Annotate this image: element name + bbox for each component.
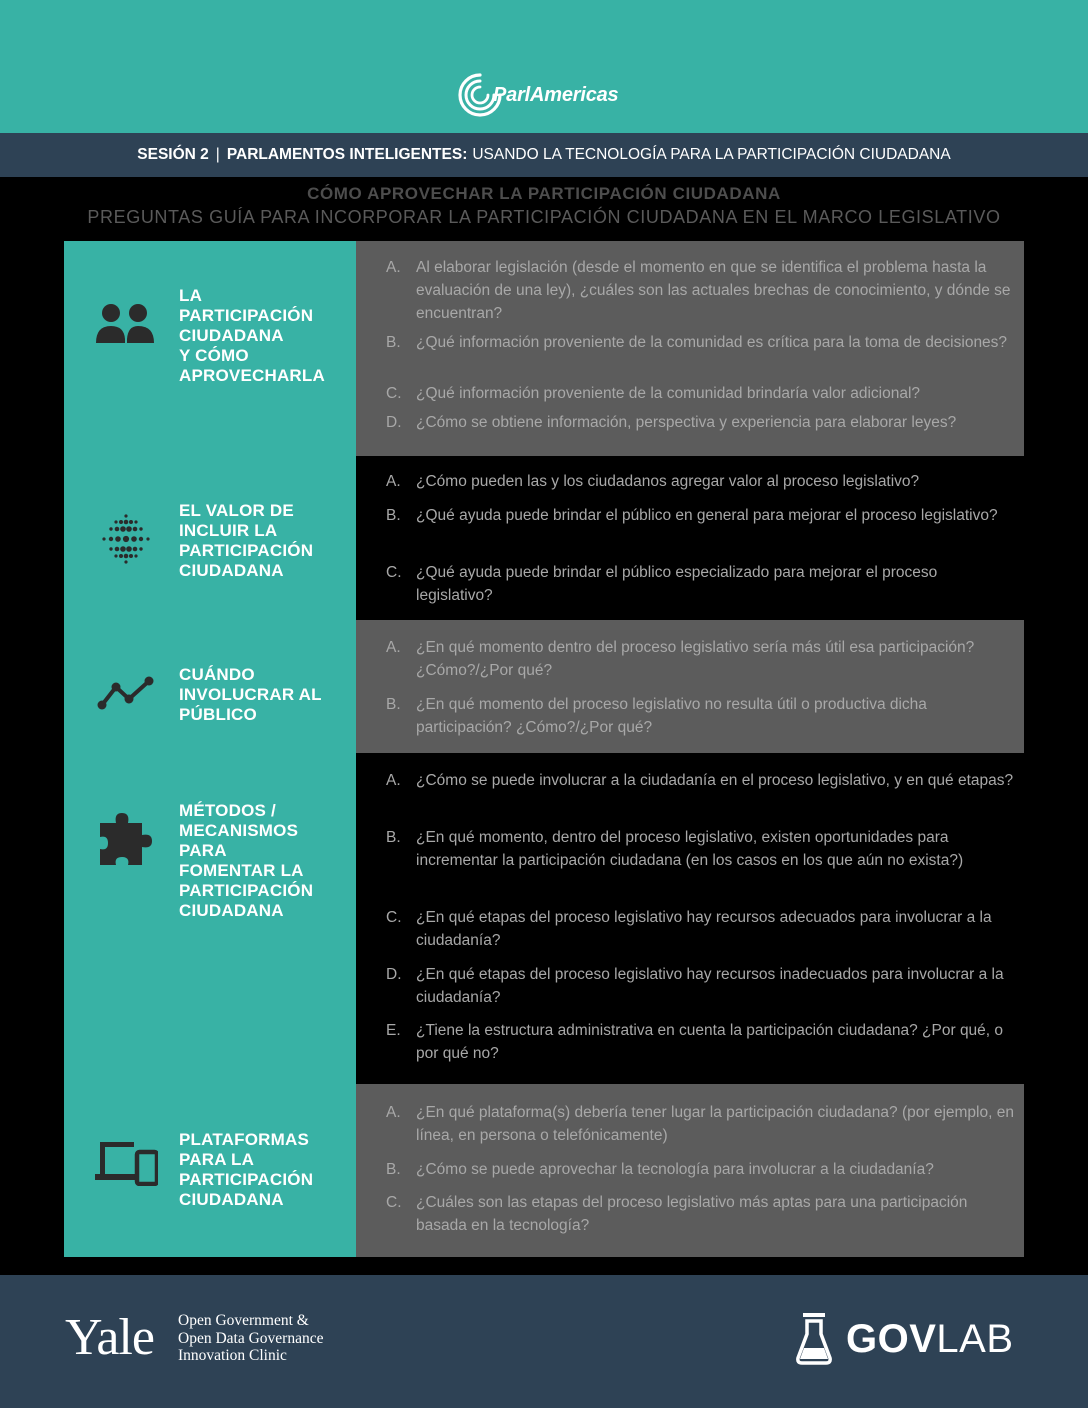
questions-grid xyxy=(64,241,1024,1257)
category-title: PLATAFORMAS PARA LA PARTICIPACIÓN CIUDADANA xyxy=(179,1130,314,1209)
question-text: ¿En qué momento, dentro del proceso legislativo, existen oportunidades para incrementar la participación ciudadana (en los casos en los que aún no exista?) xyxy=(416,829,964,869)
question-letter: C. xyxy=(386,385,402,402)
question-letter: A. xyxy=(386,473,401,490)
section-row xyxy=(64,456,1024,620)
question-item xyxy=(386,411,1016,434)
parlamericas-logo xyxy=(455,70,618,120)
question-item xyxy=(386,906,1016,952)
question-box xyxy=(356,241,1024,456)
question-text: ¿Cómo se puede involucrar a la ciudadanía en el proceso legislativo, y en qué etapas? xyxy=(416,772,1014,789)
question-letter: D. xyxy=(386,414,402,431)
question-item xyxy=(386,769,1016,792)
category-cell xyxy=(64,753,356,1084)
question-text: ¿Tiene la estructura administrativa en cuenta la participación ciudadana? ¿Por qué, o por qué no? xyxy=(416,1022,1004,1062)
question-text: ¿Cómo pueden las y los ciudadanos agregar valor al proceso legislativo? xyxy=(416,473,920,490)
question-text: ¿Cómo se obtiene información, perspectiva y experiencia para elaborar leyes? xyxy=(416,414,957,431)
question-text: ¿Cómo se puede aprovechar la tecnología para involucrar a la ciudadanía? xyxy=(416,1161,934,1178)
clinic-name xyxy=(178,1312,323,1365)
puzzle-piece-icon xyxy=(98,811,156,869)
question-item xyxy=(386,1101,1016,1147)
question-text: ¿Cuáles son las etapas del proceso legislativo más aptas para una participación basada en la tecnología? xyxy=(416,1194,968,1234)
main-heading: CÓMO APROVECHAR LA PARTICIPACIÓN CIUDADANA xyxy=(307,184,781,203)
clinic-line: Open Data Governance xyxy=(178,1329,324,1347)
category-title: MÉTODOS / MECANISMOS PARA FOMENTAR LA PARTICIPACIÓN CIUDADANA xyxy=(179,801,314,920)
govlab-light: LAB xyxy=(936,1316,1014,1361)
question-letter: C. xyxy=(386,909,402,926)
section-row xyxy=(64,241,1024,456)
category-cell xyxy=(64,456,356,620)
question-box xyxy=(356,753,1024,1084)
question-item xyxy=(386,470,1016,493)
brand-name: ParlAmericas xyxy=(493,83,619,106)
question-text: ¿En qué etapas del proceso legislativo hay recursos inadecuados para involucrar a la ciudadanía? xyxy=(416,966,1004,1006)
clinic-line: Innovation Clinic xyxy=(178,1347,287,1364)
question-item xyxy=(386,331,1016,354)
session-title-rest: USANDO LA TECNOLOGÍA PARA LA PARTICIPACIÓN CIUDADANA xyxy=(472,146,951,163)
question-text: ¿En qué momento dentro del proceso legislativo sería más útil esa participación? ¿Cómo?/¿Por qué? xyxy=(416,639,975,679)
question-letter: A. xyxy=(386,639,401,656)
question-letter: A. xyxy=(386,772,401,789)
question-text: ¿En qué momento del proceso legislativo no resulta útil o productiva dicha participación? ¿Cómo?/¿Por qué? xyxy=(416,696,927,736)
question-box xyxy=(356,1084,1024,1257)
question-letter: A. xyxy=(386,259,401,276)
question-item xyxy=(386,826,1016,872)
category-cell xyxy=(64,620,356,753)
question-item xyxy=(386,693,1016,739)
govlab-bold: GOV xyxy=(846,1316,937,1361)
dot-sphere-icon xyxy=(100,513,152,565)
question-letter: B. xyxy=(386,1161,401,1178)
question-box xyxy=(356,620,1024,753)
question-text: ¿Qué información proveniente de la comunidad es crítica para la toma de decisiones? xyxy=(416,334,1008,351)
session-title-bold: PARLAMENTOS INTELIGENTES: xyxy=(226,146,468,163)
question-text: ¿Qué ayuda puede brindar el público en general para mejorar el proceso legislativo? xyxy=(416,507,998,524)
session-label: SESIÓN 2 xyxy=(137,146,209,163)
question-item xyxy=(386,1191,1016,1237)
question-item xyxy=(386,256,1016,325)
section-row xyxy=(64,1084,1024,1257)
question-item xyxy=(386,1019,1016,1065)
question-letter: B. xyxy=(386,507,401,524)
question-text: Al elaborar legislación (desde el momento en que se identifica el problema hasta la evaluación de una ley), ¿cuáles son las actuales brechas de conocimiento, y dónde se encuentran? xyxy=(416,259,1011,322)
people-icon xyxy=(94,301,156,347)
question-item xyxy=(386,561,1016,607)
question-letter: B. xyxy=(386,334,401,351)
question-letter: C. xyxy=(386,1194,402,1211)
govlab-logo xyxy=(796,1312,1014,1366)
section-row xyxy=(64,620,1024,753)
category-title: EL VALOR DE INCLUIR LA PARTICIPACIÓN CIUDADANA xyxy=(179,501,314,580)
clinic-line: Open Government & xyxy=(178,1312,309,1329)
category-cell xyxy=(64,1084,356,1257)
session-bar xyxy=(0,133,1088,177)
question-letter: A. xyxy=(386,1104,401,1121)
trend-line-icon xyxy=(96,675,156,711)
category-title: LA PARTICIPACIÓN CIUDADANA Y CÓMO APROVECHARLA xyxy=(179,286,325,385)
section-row xyxy=(64,753,1024,1084)
question-item xyxy=(386,504,1016,527)
sub-heading: PREGUNTAS GUÍA PARA INCORPORAR LA PARTICIPACIÓN CIUDADANA EN EL MARCO LEGISLATIVO xyxy=(87,207,1001,227)
question-text: ¿En qué plataforma(s) debería tener lugar la participación ciudadana? (por ejemplo, en línea, en persona o telefónicamente) xyxy=(416,1104,1014,1144)
category-title: CUÁNDO INVOLUCRAR AL PÚBLICO xyxy=(179,665,322,724)
question-item xyxy=(386,636,1016,682)
session-separator: | xyxy=(215,146,220,163)
category-cell xyxy=(64,241,356,456)
question-letter: B. xyxy=(386,696,401,713)
question-letter: B. xyxy=(386,829,401,846)
question-item xyxy=(386,1158,1016,1181)
question-letter: C. xyxy=(386,564,402,581)
question-box xyxy=(356,456,1024,620)
question-letter: D. xyxy=(386,966,402,983)
question-text: ¿Qué información proveniente de la comunidad brindaría valor adicional? xyxy=(416,385,921,402)
flask-icon xyxy=(796,1312,832,1366)
yale-logo: Yale xyxy=(65,1309,154,1366)
devices-icon xyxy=(94,1138,158,1186)
question-text: ¿Qué ayuda puede brindar el público especializado para mejorar el proceso legislativo? xyxy=(416,564,938,604)
govlab-wordmark xyxy=(846,1317,1014,1362)
question-letter: E. xyxy=(386,1022,401,1039)
question-item xyxy=(386,382,1016,405)
question-item xyxy=(386,963,1016,1009)
question-text: ¿En qué etapas del proceso legislativo hay recursos adecuados para involucrar a la ciudadanía? xyxy=(416,909,992,949)
